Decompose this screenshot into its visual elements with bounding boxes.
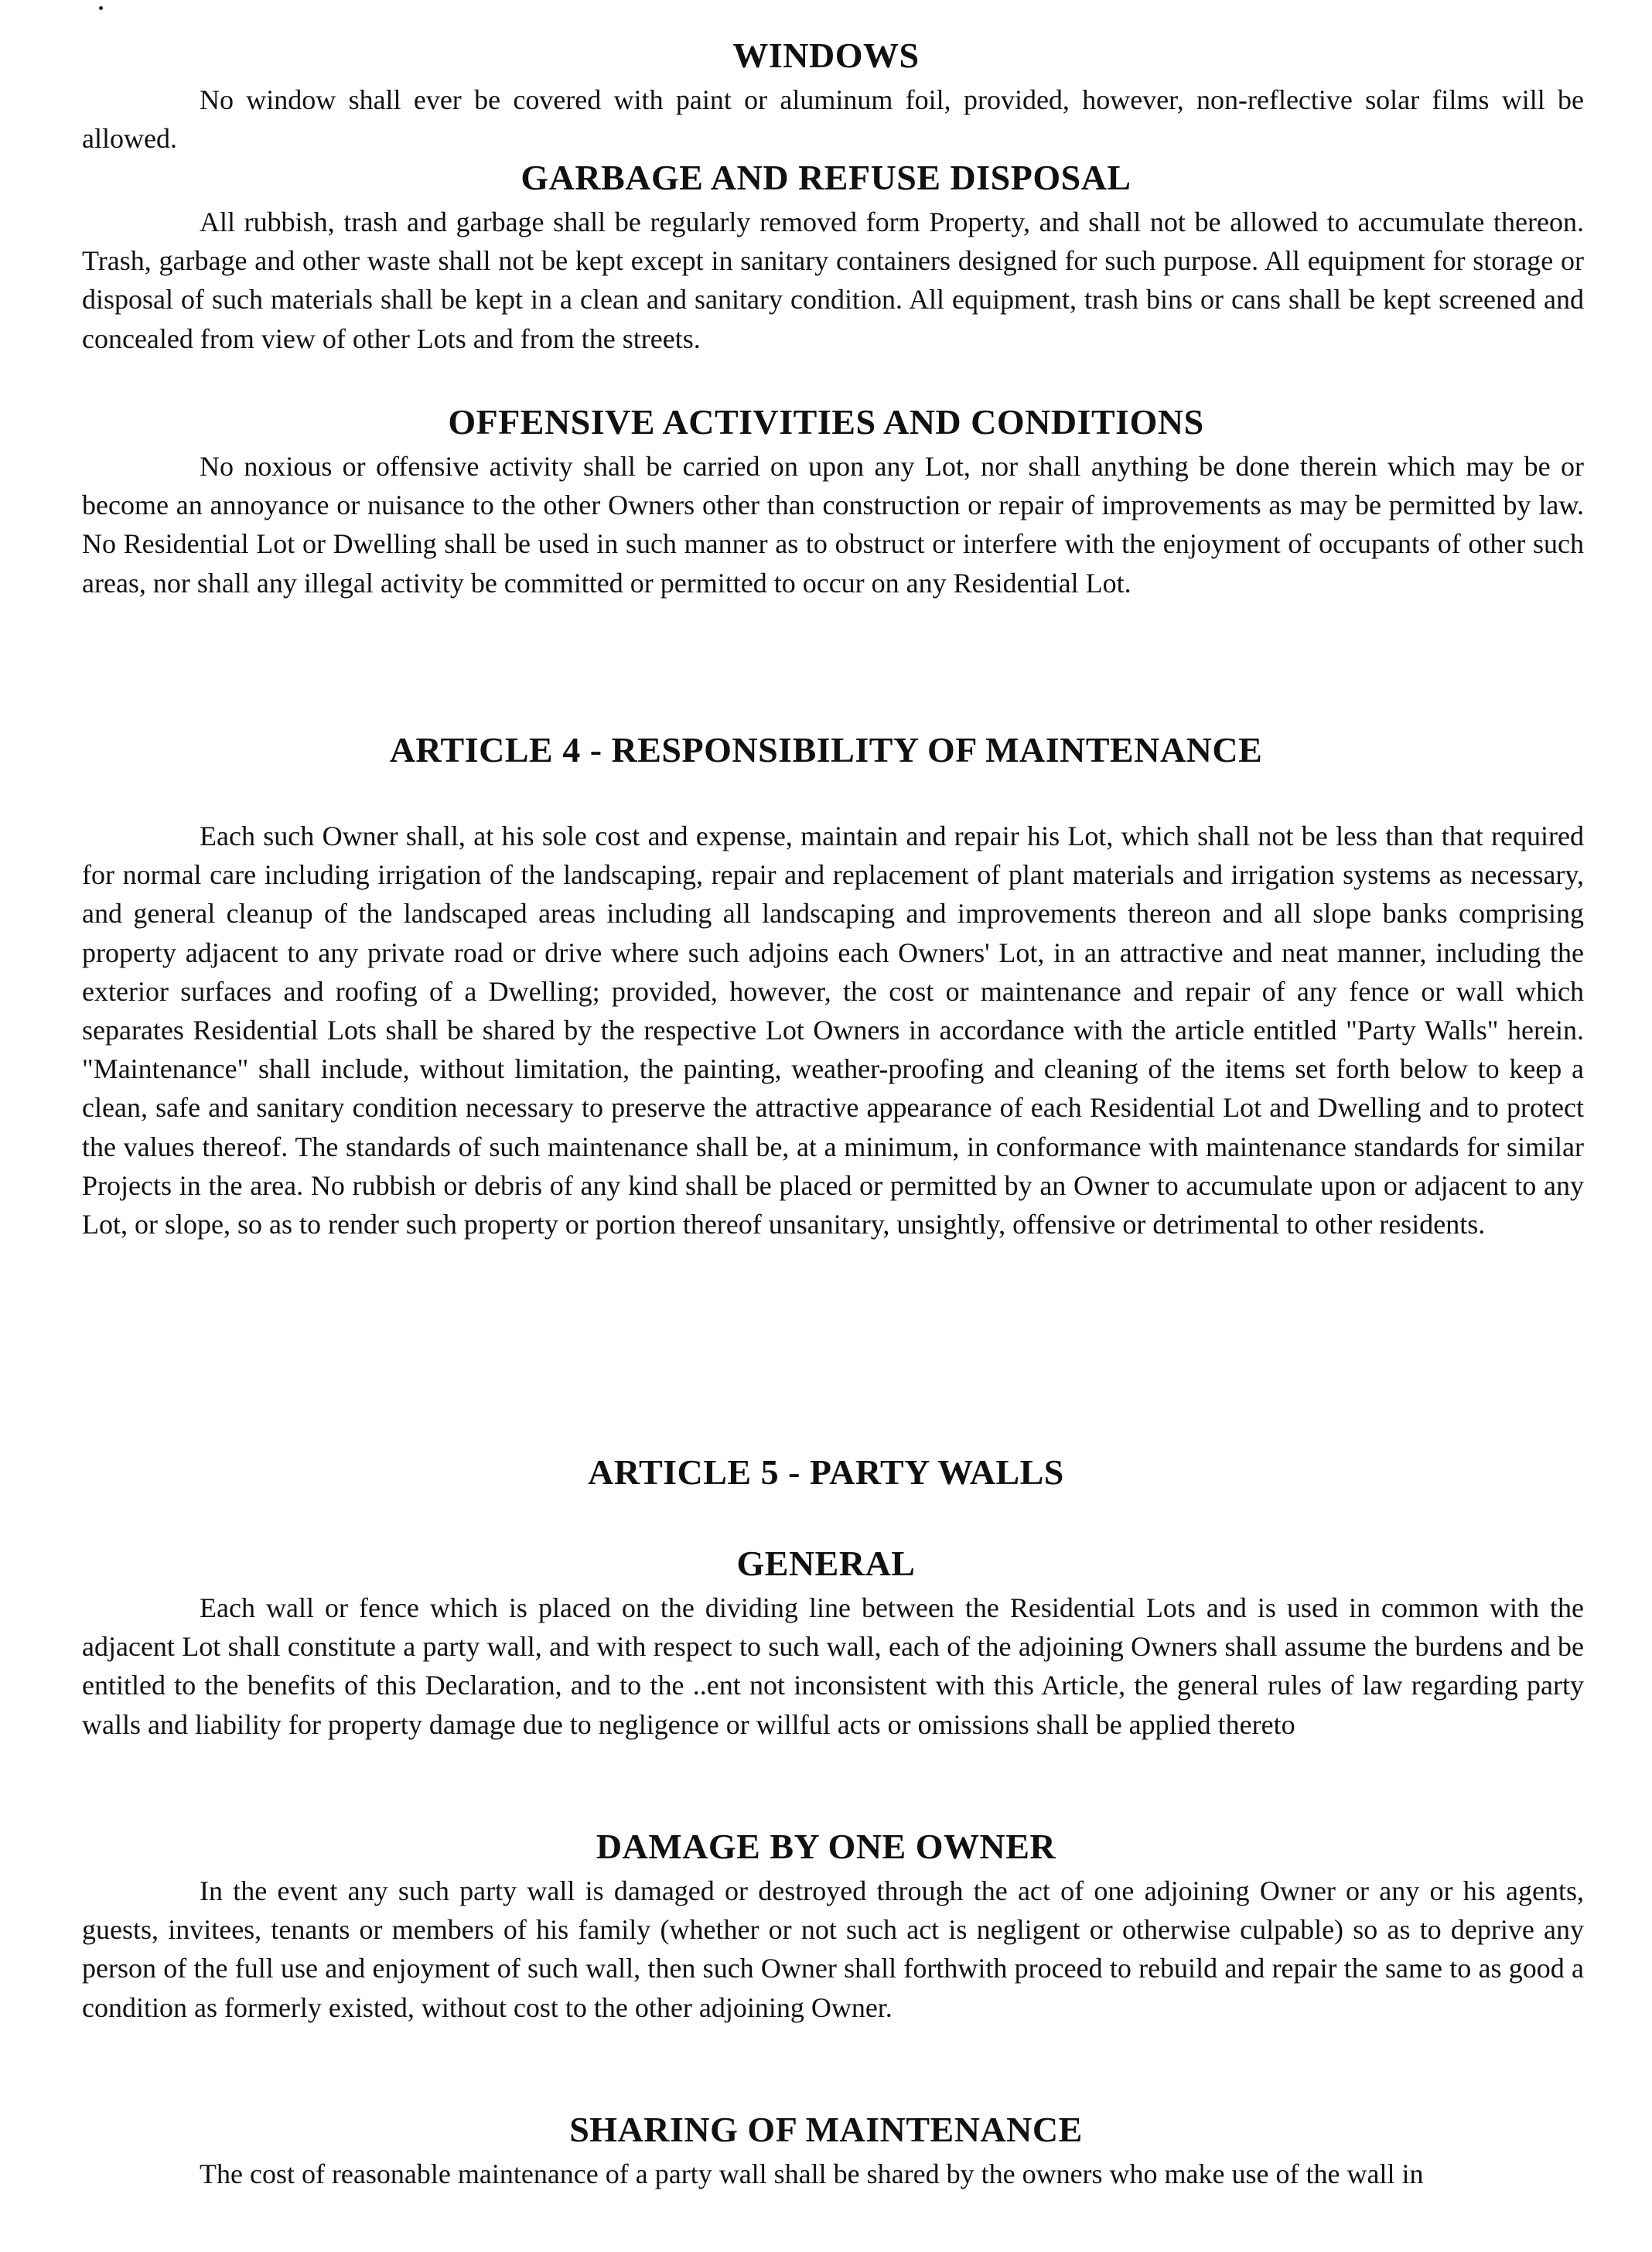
damage-heading: DAMAGE BY ONE OWNER <box>596 1827 1056 1866</box>
general-paragraph: Each wall or fence which is placed on the dividing line between the Residential Lots and is used in common with the adjacent Lot shall constitute a party wall, and with respect to such wall, each of the adjoining Owners shall assume the burdens and be entitled to the benefits of this Declaration, and to the ..ent not inconsistent with this Article, the general rules of law regarding party walls and liability for property damage due to negligence or willful acts or omissions shall be applied thereto <box>82 1592 1584 1740</box>
sharing-heading: SHARING OF MAINTENANCE <box>569 2110 1083 2149</box>
garbage-paragraph: All rubbish, trash and garbage shall be regularly removed form Property, and shall not be allowed to accumulate thereon. Trash, garbage and other waste shall not be kept except in sanitary containers designed for such purpose. All equipment for storage or disposal of such materials shall be kept in a clean and sanitary condition. All equipment, trash bins or cans shall be kept screened and concealed from view of other Lots and from the streets. <box>82 206 1584 354</box>
offensive-paragraph: No noxious or offensive activity shall be carried on upon any Lot, nor shall anything be done therein which may be or become an annoyance or nuisance to the other Owners other than construction or repair of improvements as may be permitted by law. No Residential Lot or Dwelling shall be used in such manner as to obstruct or interfere with the enjoyment of occupants of other such areas, nor shall any illegal activity be committed or permitted to occur on any Residential Lot. <box>82 451 1584 599</box>
general-heading: GENERAL <box>736 1544 916 1583</box>
article-4-heading: ARTICLE 4 - RESPONSIBILITY OF MAINTENANCE <box>389 730 1263 769</box>
windows-paragraph: No window shall ever be covered with paint or aluminum foil, provided, however, non-reflective solar films will be allowed. <box>82 84 1584 155</box>
offensive-heading: OFFENSIVE ACTIVITIES AND CONDITIONS <box>448 402 1204 442</box>
article-4-paragraph: Each such Owner shall, at his sole cost and expense, maintain and repair his Lot, which shall not be less than that required for normal care including irrigation of the landscaping, repair and replacement of plant materials and irrigation systems as necessary, and general cleanup of the landscaped areas including all landscaping and improvements thereon and all slope banks comprising property adjacent to any private road or drive where such adjoins each Owners' Lot, in an attractive and neat manner, including the exterior surfaces and roofing of a Dwelling; provided, however, the cost or maintenance and repair of any fence or wall which separates Residential Lots shall be shared by the respective Lot Owners in accordance with the article entitled "Party Walls" herein. "Maintenance" shall include, without limitation, the painting, weather-proofing and cleaning of the items set forth below to keep a clean, safe and sanitary condition necessary to preserve the attractive appearance of each Residential Lot and Dwelling and to protect the values thereof. The standards of such maintenance shall be, at a minimum, in conformance with maintenance standards for similar Projects in the area. No rubbish or debris of any kind shall be placed or permitted by an Owner to accumulate upon or adjacent to any Lot, or slope, so as to render such property or portion thereof unsanitary, unsightly, offensive or detrimental to other residents. <box>82 821 1584 1240</box>
scan-speck <box>99 6 103 10</box>
sharing-paragraph: The cost of reasonable maintenance of a party wall shall be shared by the owners who make use of the wall in <box>200 2158 1424 2189</box>
damage-paragraph: In the event any such party wall is damaged or destroyed through the act of one adjoining Owner or any or his agents, guests, invitees, tenants or members of his family (whether or not such act is negligent or otherwise culpable) so as to deprive any person of the full use and enjoyment of such wall, then such Owner shall forthwith proceed to rebuild and repair the same to as good a condition as formerly existed, without cost to the other adjoining Owner. <box>82 1875 1584 2023</box>
article-5-heading: ARTICLE 5 - PARTY WALLS <box>588 1452 1064 1492</box>
windows-heading: WINDOWS <box>732 36 920 75</box>
garbage-heading: GARBAGE AND REFUSE DISPOSAL <box>521 158 1131 197</box>
